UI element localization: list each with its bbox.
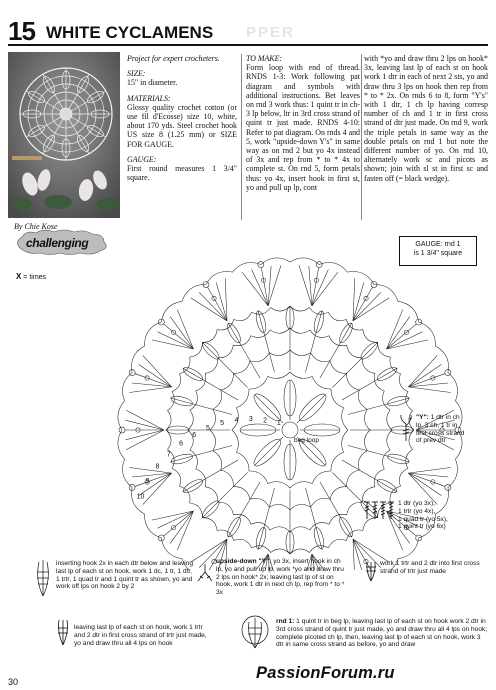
treble-type: 1 dtr (yo 3x), (398, 500, 436, 507)
title-bar (8, 18, 488, 46)
border-fan-strand (164, 511, 194, 536)
x-symbol: X (16, 272, 22, 281)
border-fan-strand (408, 473, 441, 496)
round-number-label: 3 (248, 416, 253, 424)
instructions-text-2: with *yo and draw thru 2 lps on hook* 3x, leaving last lp of each st on hook work 1 dtr in each of next 2 sts, yo and draw thru 3 lps on hook then rep from * to * 2x. On rnds 6 to 8, form "Y's" with 1 dtr, 1 ch lp having corresp number of ch and 1 tr in first cross strand of dtr just made. On rnd 9, work the triple petals in same way as the double petals on rnd 1 but note the different number of yo. On rnd 10, alternately work sc and picots as shown; join with sl st in first sc and fasten off (= black wedge). (364, 54, 488, 183)
radial-strand (320, 323, 352, 378)
border-fan-strand (387, 340, 429, 349)
border-fan-strand (143, 355, 172, 386)
border-fan-strand (126, 430, 164, 450)
border-fan-strand (408, 387, 450, 393)
radial-strand (332, 342, 377, 387)
round-number-label: 5 (220, 420, 225, 428)
border-fan-strand (387, 332, 423, 349)
x-meaning: = times (23, 274, 47, 281)
round-number-label: 10 (136, 493, 145, 501)
border-fan-strand (129, 387, 171, 393)
radial-strand (183, 368, 238, 400)
materials-heading: MATERIALS: (127, 93, 171, 103)
round-number-label: 6 (192, 431, 197, 439)
round-number-label: 4 (234, 417, 239, 425)
to-make-heading: TO MAKE: (246, 54, 283, 63)
gauge-box-line-1: GAUGE: rnd 1 (415, 241, 461, 248)
border-fan-strand (157, 511, 193, 528)
treble-types-note (398, 500, 488, 531)
size-text: 15" in diameter. (127, 78, 178, 88)
picot-loop-icon (240, 614, 270, 650)
round-number-label: 6 (179, 440, 184, 448)
border-fan-strand (408, 355, 437, 386)
round-number-label: 8 (155, 463, 160, 471)
byline: By Chie Kose (14, 222, 58, 231)
difficulty-label: challenging (26, 236, 89, 250)
y-stitch-icon (398, 414, 414, 442)
border-fan-strand (299, 265, 312, 306)
materials-text: Glossy quality crochet cotton (or use fil d'Ecosse) size 10, white, about 170 yds. Steel crochet hook US size 8 (1.25 mm) or SIZE FOR GAUGE. (127, 102, 237, 149)
border-fan-strand (268, 265, 281, 306)
border-fan-strand (157, 332, 193, 349)
border-fan-strand (164, 324, 194, 349)
radial-strand (228, 482, 260, 537)
border-fan-strand (139, 473, 172, 496)
round1-spoke (297, 395, 325, 423)
round-number-label: 9 (145, 477, 150, 485)
radial-strand (228, 323, 260, 378)
ghost-heading: PPER (246, 24, 295, 41)
border-fan-strand (268, 266, 271, 306)
round-number-label: 5 (206, 425, 210, 432)
instructions-text-1: Form loop with end of thread. RNDS 1-3: Work following pat diagram and symbols with additional instructions. Bet leaves on rnd 3 work thus: 1 quint tr in ch-3 lp below, ltr in 3rd cross strand of quint tr just made. RNDS 4-10: Refer to pat diagram. On rnds 4 and 5, work "upside-down Y's" in same way as on rnd 2 but yo 4x instead of 3x and rep from * to * 4x to complete st. On rnd 5, form petals thus: yo 4x, insert hook in first st, yo and pull up lp, cont (246, 63, 360, 192)
instructions-column-2 (364, 54, 488, 183)
pattern-number: 15 (8, 16, 35, 46)
radial-strand (258, 310, 275, 372)
treble-types-icon (364, 500, 398, 520)
upside-down-y-note (216, 558, 348, 597)
border-fan-strand (408, 364, 441, 387)
radial-strand (202, 342, 247, 387)
intro-column (127, 54, 237, 188)
round-number-label: 7 (166, 451, 171, 459)
radial-strand (342, 368, 397, 400)
upside-down-y-text: yo 3x, insert hook in ch lp, yo and pull up lp, work *yo and draw thru 2 lps on hook* 2x; leaving last lp of st on hook, work 1 dtr in next ch lp, rep from * to * 3x (216, 558, 345, 597)
border-fan-strand (309, 266, 312, 306)
radial-strand (306, 488, 323, 550)
column-divider (241, 54, 242, 220)
gauge-box (399, 236, 477, 266)
center-ring (282, 422, 298, 438)
radial-strand (170, 398, 232, 415)
inserting-note: inserting hook 2x in each dtr below and leaving last lp of each st on hook, work 1 dc, 1 tr, 1 dtr, 1 trtr, 1 quad tr and 1 quint tr as shown, yo and work off lps on hook 2 by 2 (56, 560, 194, 591)
round1-spoke (255, 437, 283, 465)
treble-type: 1 quint tr (yo 6x) (398, 523, 446, 531)
rnd1-text: 1 quint tr in beg lp, leaving last lp of each st on hook work 2 dtr in 3rd cross strand of quint tr just made, yo and draw thru all 4 lps on hook; complete picoted ch lp, then, leaving last lp of each st on hook, work 3 dtr in same cross strand as before, yo and draw (276, 618, 488, 649)
treble-type: 1 trtr (yo 4x), (398, 507, 436, 515)
rnd1-note (276, 618, 488, 649)
column-divider (361, 54, 362, 220)
radial-strand (183, 460, 238, 492)
y-stitch-heading: "Y": (416, 414, 429, 421)
x-key (16, 272, 46, 281)
border-fan-strand (125, 430, 164, 440)
border-fan-strand (408, 467, 450, 473)
doily-photo-illustration (8, 52, 120, 218)
gauge-box-line-2: is 1 3/4" square (413, 250, 463, 257)
border-fan-strand (387, 324, 417, 349)
upside-down-y-icon (196, 562, 214, 582)
round-number-label: 1 (276, 420, 281, 428)
difficulty-badge (14, 228, 110, 256)
radial-strand (348, 398, 410, 415)
border-fan-strand (152, 511, 194, 520)
radial-strand (320, 482, 352, 537)
radial-strand (202, 472, 247, 517)
border-fan-strand (312, 268, 319, 306)
gauge-heading: GAUGE: (127, 154, 157, 164)
trtr-dtr-icon (364, 560, 378, 582)
trtr-cluster-icon (56, 618, 70, 646)
border-fan-strand (152, 340, 194, 349)
border-fan-strand (139, 364, 172, 387)
instructions-column-1 (246, 54, 360, 192)
radial-strand (170, 446, 232, 463)
doily-photo (8, 52, 120, 218)
radial-strand (342, 460, 397, 492)
size-heading: SIZE: (127, 69, 146, 79)
radial-strand (306, 310, 323, 372)
border-fan-strand (129, 467, 171, 473)
gauge-text: First round measures 1 3/4" square. (127, 164, 237, 183)
upside-down-y-heading: upside-down "Y": (216, 558, 272, 565)
round-number-label: 2 (263, 417, 267, 425)
project-level: Project for expert crocheters. (127, 54, 220, 63)
border-fan-strand (126, 410, 164, 430)
pattern-title: WHITE CYCLAMENS (46, 23, 214, 42)
y-stitch-note (416, 414, 466, 445)
treble-type: 1 quad tr (yo 5x), (398, 515, 448, 523)
beg-loop-label: beg loop (294, 437, 319, 444)
rnd1-heading: rnd 1: (276, 618, 295, 625)
trtr-dtr-note: work 1 trtr and 2 dtr into first cross strand of trtr just made (380, 560, 480, 575)
radial-strand (258, 488, 275, 550)
border-fan-strand (125, 420, 164, 430)
round1-spoke (255, 395, 283, 423)
leaf-cluster-icon (34, 558, 52, 598)
leaving-note: leaving last lp of each st on hook, work 1 trtr and 2 dtr in first cross strand of trtr just made, yo and draw thru all 4 lps on hook (74, 624, 207, 647)
site-watermark: PassionForum.ru (256, 664, 395, 682)
radial-strand (348, 446, 410, 463)
y-stitch-text: 1 dtr in ch lp, 3 ch, 1 tr in first cross strand of prev dtr (416, 414, 465, 445)
page-number: 30 (8, 677, 19, 687)
border-fan-strand (261, 268, 268, 306)
